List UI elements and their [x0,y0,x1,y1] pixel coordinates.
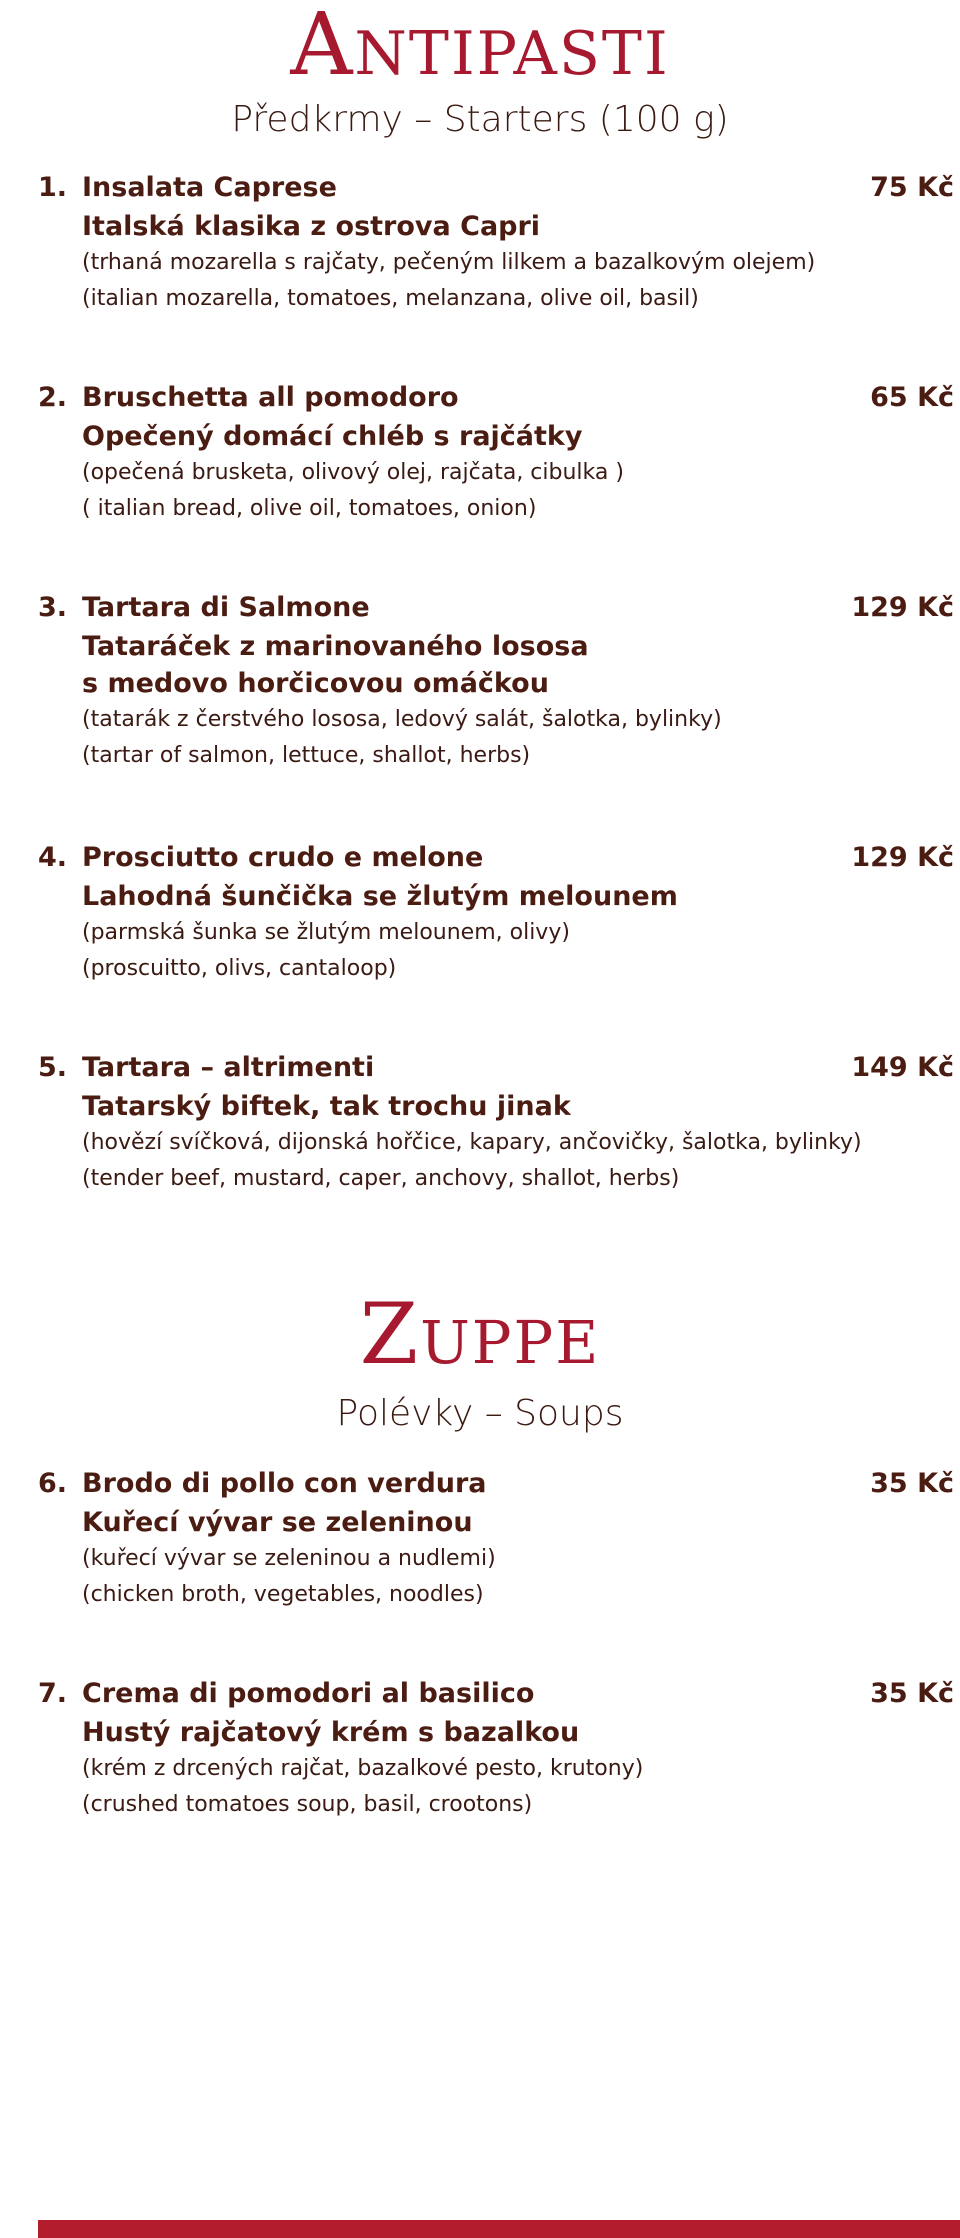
item-name: Brodo di pollo con verdura [82,1468,487,1499]
item-number: 6. [38,1468,68,1499]
item-subtitle: Italská klasika z ostrova Capri [82,211,541,242]
item-number: 2. [38,382,68,413]
item-price: 35 Kč [870,1678,954,1709]
item-description-en: (italian mozarella, tomatoes, melanzana, olive oil, basil) [82,286,699,311]
item-price: 129 Kč [851,842,954,873]
item-subtitle: Hustý rajčatový krém s bazalkou [82,1717,580,1748]
menu-item [38,588,960,774]
menu-item [38,1464,960,1613]
item-name: Tartara di Salmone [82,592,370,623]
item-description-en: ( italian bread, olive oil, tomatoes, onion) [82,496,537,521]
item-name: Tartara – altrimenti [82,1052,375,1083]
item-number: 7. [38,1678,68,1709]
item-name: Crema di pomodori al basilico [82,1678,535,1709]
item-number: 3. [38,592,68,623]
item-subtitle: Kuřecí vývar se zeleninou [82,1507,473,1538]
menu-item [38,378,960,527]
menu-item [38,168,960,317]
item-price: 129 Kč [851,592,954,623]
item-number: 4. [38,842,68,873]
item-description-cz: (krém z drcených rajčat, bazalkové pesto, krutony) [82,1756,644,1781]
menu-item [38,1674,960,1823]
item-subtitle: Tataráček z marinovaného lososa s medovo horčicovou omáčkou [82,631,589,699]
item-subtitle: Lahodná šunčička se žlutým melounem [82,881,678,912]
item-subtitle: Opečený domácí chléb s rajčátky [82,421,583,452]
bottom-divider-bar [38,2220,960,2238]
item-description-en: (crushed tomatoes soup, basil, crootons) [82,1792,533,1817]
item-price: 75 Kč [870,172,954,203]
item-name: Prosciutto crudo e melone [82,842,484,873]
zuppe-title: Zuppe [359,1285,601,1383]
item-name: Bruschetta all pomodoro [82,382,459,413]
item-description-cz: (opečená brusketa, olivový olej, rajčata, cibulka ) [82,460,624,485]
item-number: 1. [38,172,68,203]
item-description-cz: (parmská šunka se žlutým melounem, olivy) [82,920,570,945]
menu-item [38,1048,960,1197]
item-description-en: (chicken broth, vegetables, noodles) [82,1582,484,1607]
item-price: 35 Kč [870,1468,954,1499]
item-description-en: (tender beef, mustard, caper, anchovy, shallot, herbs) [82,1166,680,1191]
item-price: 149 Kč [851,1052,954,1083]
item-description-cz: (trhaná mozarella s rajčaty, pečeným lilkem a bazalkovým olejem) [82,250,816,275]
item-description-cz: (kuřecí vývar se zeleninou a nudlemi) [82,1546,496,1571]
zuppe-subtitle: Polévky – Soups [336,1393,624,1434]
antipasti-subtitle: Předkrmy – Starters (100 g) [231,99,729,140]
item-description-en: (proscuitto, olivs, cantaloop) [82,956,397,981]
item-description-cz: (hovězí svíčková, dijonská hořčice, kapary, ančovičky, šalotka, bylinky) [82,1130,862,1155]
item-price: 65 Kč [870,382,954,413]
item-subtitle: Tatarský biftek, tak trochu jinak [82,1091,571,1122]
item-name: Insalata Caprese [82,172,337,203]
item-number: 5. [38,1052,68,1083]
item-description-en: (tartar of salmon, lettuce, shallot, herbs) [82,743,531,768]
menu-item [38,838,960,987]
antipasti-title: Antipasti [290,0,670,95]
item-description-cz: (tatarák z čerstvého lososa, ledový salát, šalotka, bylinky) [82,707,722,732]
